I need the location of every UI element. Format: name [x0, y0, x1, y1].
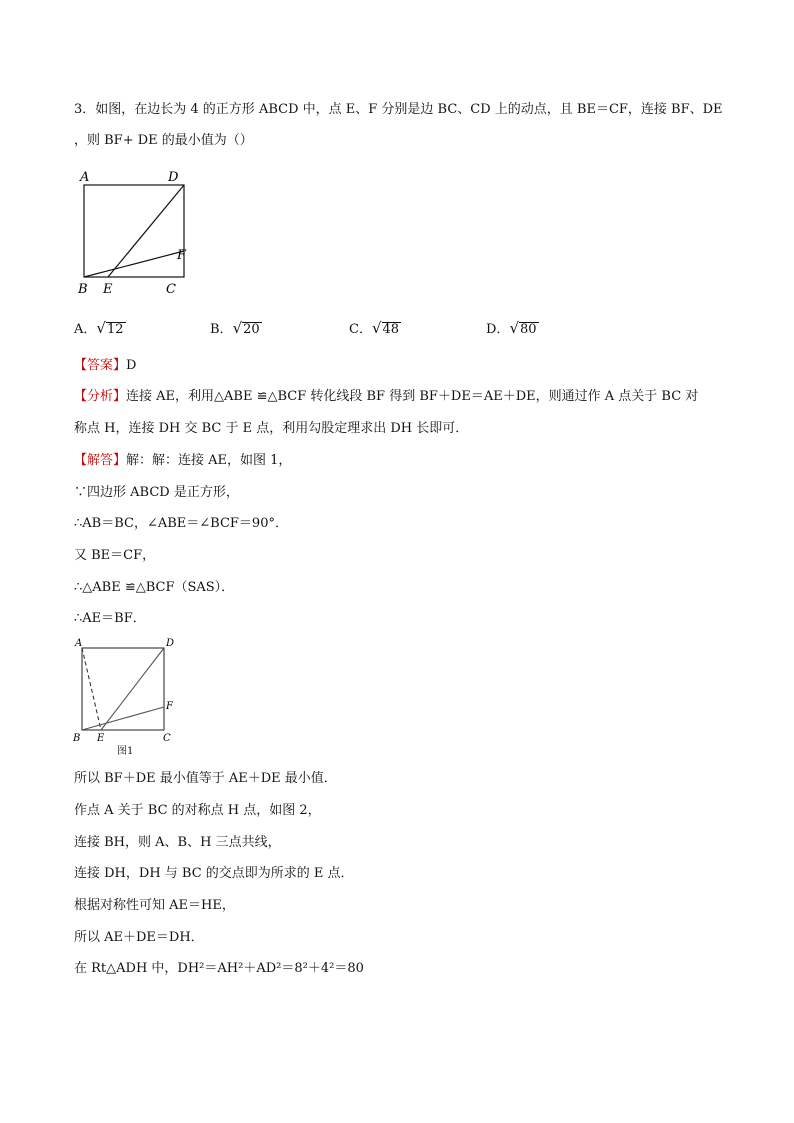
solution-after-line-5: 根据对称性可知 AE＝HE， — [74, 898, 235, 913]
label-e: E — [103, 282, 113, 297]
answer-text: D — [126, 358, 137, 373]
question-line-1: 3．如图，在边长为 4 的正方形 ABCD 中，点 E、F 分别是边 BC、CD 上的动点，且 BE＝CF，连接 BF、DE — [74, 102, 723, 117]
square-figure — [72, 165, 202, 300]
solution-line-4: 又 BE＝CF， — [74, 548, 156, 563]
solution-tag: 【解答】 — [74, 453, 127, 468]
option-radicand: 48 — [382, 322, 400, 337]
figure1-label-b: B — [73, 733, 81, 744]
solution-after-line-1: 所以 BF＋DE 最小值等于 AE＋DE 最小值． — [74, 771, 337, 786]
label-b: B — [78, 282, 88, 297]
square-abcd — [84, 185, 184, 277]
option-a: A．√12 — [74, 319, 124, 337]
segment-bf — [84, 251, 184, 277]
question-line-2: ，则 BF+ DE 的最小值为（） — [74, 133, 253, 148]
figure1-label-d: D — [166, 638, 175, 649]
figure1-label-a: A — [75, 638, 83, 649]
solution-line-3: ∴AB＝BC，∠ABE＝∠BCF＝90°． — [74, 516, 288, 531]
option-letter: A． — [74, 322, 97, 337]
label-c: C — [166, 282, 176, 297]
figure1-label-e: E — [97, 733, 105, 744]
option-radicand: 20 — [243, 322, 260, 337]
option-c: C．√48 — [349, 319, 400, 337]
option-d: D．√80 — [486, 319, 537, 337]
solution-after-line-3: 连接 BH，则 A、B、H 三点共线， — [74, 835, 281, 850]
figure1-label-c: C — [163, 733, 171, 744]
solution-line-5: ∴△ABE ≌△BCF（SAS）． — [74, 580, 235, 595]
figure1-square — [82, 648, 164, 730]
figure-1 — [70, 636, 190, 758]
figure1-segment-bf — [82, 707, 164, 730]
figure1-caption: 图1 — [117, 746, 134, 757]
solution-after-line-6: 所以 AE＋DE＝DH． — [74, 930, 204, 945]
label-f: F — [177, 248, 187, 263]
solution-after-line-4: 连接 DH，DH 与 BC 的交点即为所求的 E 点． — [74, 866, 354, 881]
answer-line — [74, 357, 136, 375]
analysis-line-1: 【分析】连接 AE，利用△ABE ≌△BCF 转化线段 BF 得到 BF＋DE＝AE＋DE，则通过作 A 点关于 BC 对 — [74, 389, 699, 404]
solution-line-2: ∵四边形 ABCD 是正方形， — [74, 485, 239, 500]
option-letter: D． — [486, 322, 510, 337]
answer-tag: 【答案】 — [74, 358, 127, 373]
solution-after-line-7: 在 Rt△ADH 中，DH²＝AH²＋AD²＝8²＋4²＝80 — [74, 961, 364, 976]
option-letter: C． — [349, 322, 372, 337]
analysis-tag: 【分析】 — [74, 389, 127, 404]
segment-de — [108, 185, 184, 277]
solution-after-line-2: 作点 A 关于 BC 的对称点 H 点，如图 2， — [74, 803, 321, 818]
figure1-segment-ae — [82, 648, 101, 730]
option-letter: B． — [210, 322, 233, 337]
option-radicand: 12 — [106, 322, 124, 337]
option-radicand: 80 — [520, 322, 537, 337]
label-a: A — [80, 170, 90, 185]
solution-line-6: ∴AE＝BF． — [74, 611, 146, 626]
figure1-segment-de — [101, 648, 164, 730]
figure1-label-f: F — [166, 701, 173, 712]
solution-line-1: 【解答】解：解：连接 AE，如图 1， — [74, 453, 292, 468]
label-d: D — [168, 170, 179, 185]
option-b: B．√20 — [210, 319, 260, 337]
analysis-line-2: 称点 H，连接 DH 交 BC 于 E 点，利用勾股定理求出 DH 长即可． — [74, 421, 469, 436]
